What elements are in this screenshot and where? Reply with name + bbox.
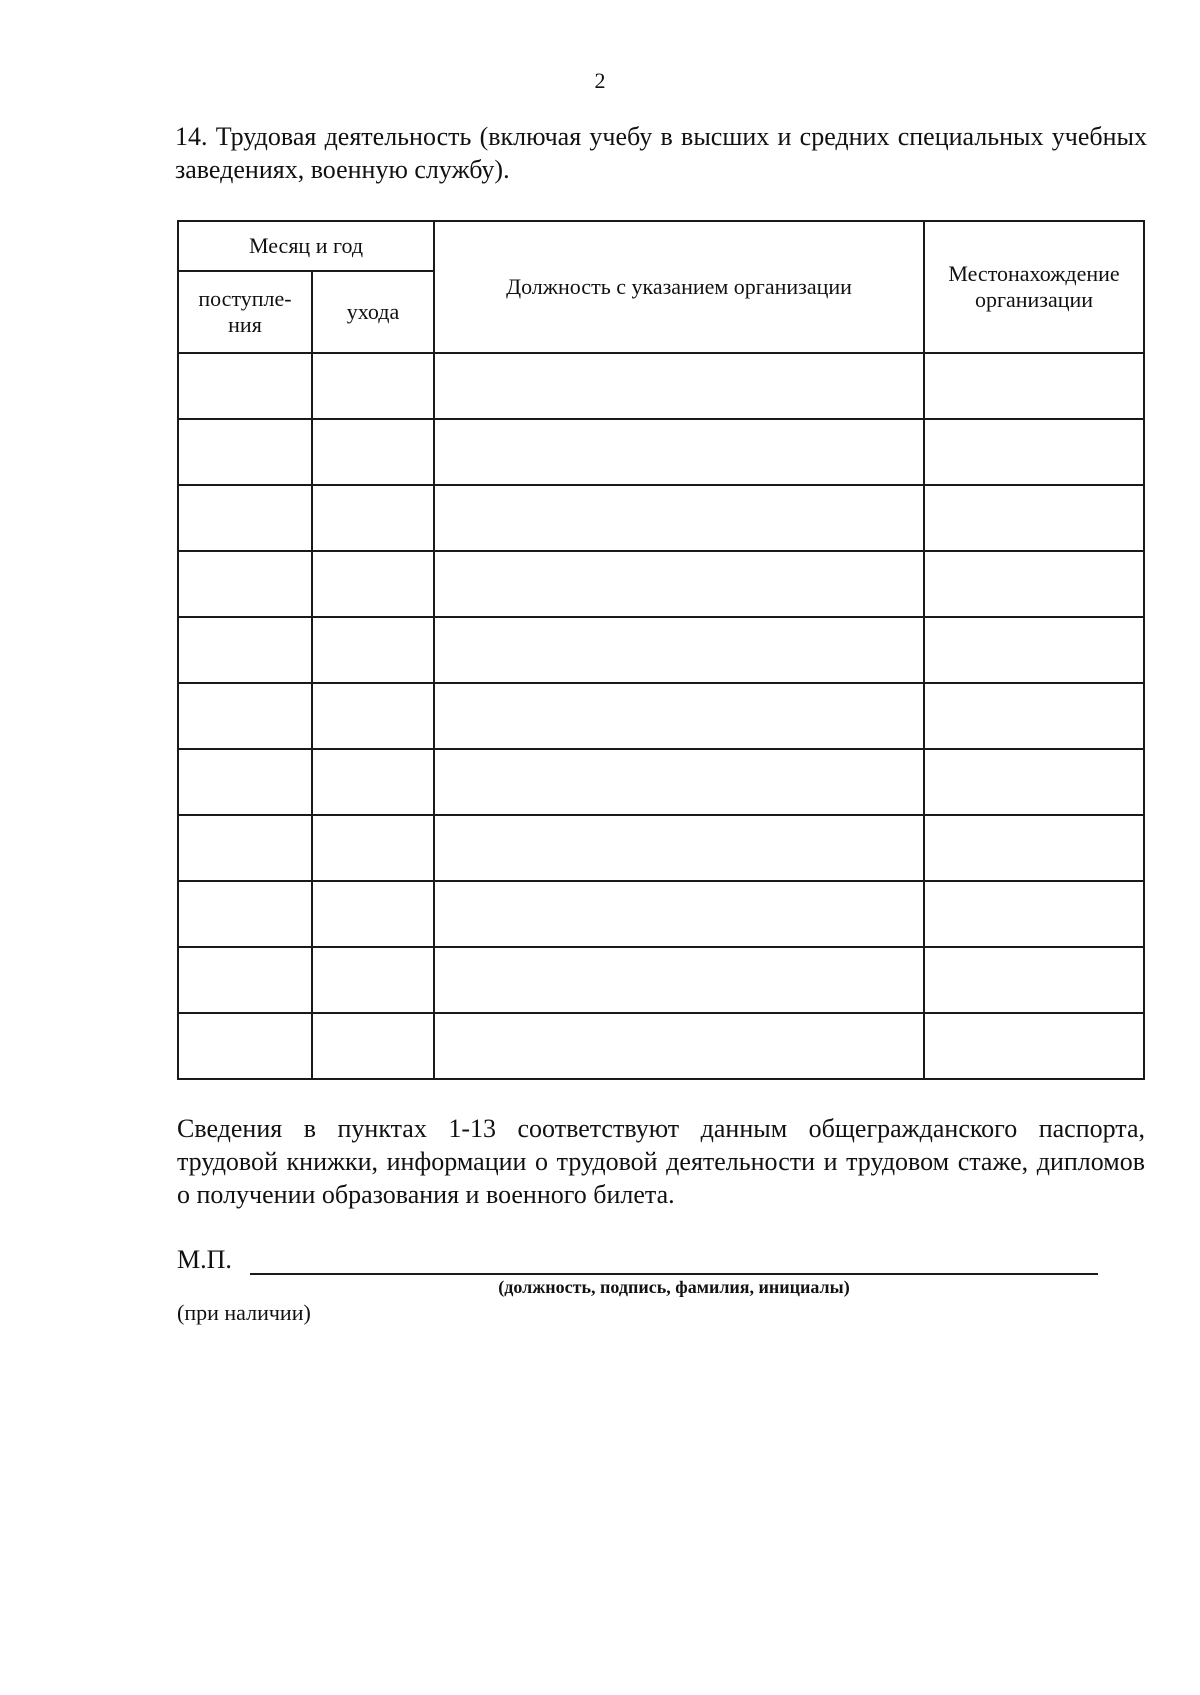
cell-location[interactable] xyxy=(924,353,1144,419)
header-month-year: Месяц и год xyxy=(178,221,434,271)
header-location: Местонахождение организации xyxy=(924,221,1144,353)
cell-start[interactable] xyxy=(178,617,312,683)
header-end: ухода xyxy=(312,271,434,353)
cell-start[interactable] xyxy=(178,1013,312,1079)
cell-end[interactable] xyxy=(312,683,434,749)
cell-position[interactable] xyxy=(434,947,924,1013)
cell-end[interactable] xyxy=(312,749,434,815)
cell-end[interactable] xyxy=(312,353,434,419)
cell-position[interactable] xyxy=(434,815,924,881)
table-row xyxy=(178,485,1144,551)
cell-location[interactable] xyxy=(924,749,1144,815)
cell-position[interactable] xyxy=(434,551,924,617)
table-row xyxy=(178,881,1144,947)
cell-start[interactable] xyxy=(178,815,312,881)
cell-position[interactable] xyxy=(434,683,924,749)
cell-end[interactable] xyxy=(312,947,434,1013)
cell-location[interactable] xyxy=(924,683,1144,749)
cell-start[interactable] xyxy=(178,419,312,485)
table-row xyxy=(178,683,1144,749)
stamp-label: М.П. xyxy=(177,1245,232,1274)
cell-location[interactable] xyxy=(924,485,1144,551)
cell-start[interactable] xyxy=(178,353,312,419)
cell-start[interactable] xyxy=(178,683,312,749)
work-history-table xyxy=(177,220,1145,1080)
cell-start[interactable] xyxy=(178,947,312,1013)
cell-position[interactable] xyxy=(434,353,924,419)
cell-location[interactable] xyxy=(924,1013,1144,1079)
table-row xyxy=(178,551,1144,617)
cell-location[interactable] xyxy=(924,617,1144,683)
cell-location[interactable] xyxy=(924,551,1144,617)
cell-position[interactable] xyxy=(434,419,924,485)
cell-location[interactable] xyxy=(924,881,1144,947)
cell-location[interactable] xyxy=(924,947,1144,1013)
header-position: Должность с указанием организации xyxy=(434,221,924,353)
cell-start[interactable] xyxy=(178,881,312,947)
cell-position[interactable] xyxy=(434,1013,924,1079)
cell-location[interactable] xyxy=(924,419,1144,485)
table-row xyxy=(178,419,1144,485)
cell-end[interactable] xyxy=(312,551,434,617)
signature-caption: (должность, подпись, фамилия, инициалы) xyxy=(498,1277,850,1297)
cell-end[interactable] xyxy=(312,881,434,947)
table-row xyxy=(178,947,1144,1013)
stamp-note: (при наличии) xyxy=(177,1300,311,1325)
cell-end[interactable] xyxy=(312,1013,434,1079)
table-body xyxy=(178,353,1144,1079)
cell-start[interactable] xyxy=(178,485,312,551)
cell-start[interactable] xyxy=(178,551,312,617)
section-heading: 14. Трудовая деятельность (включая учебу в высших и средних специальных учебных заведениях, военную службу). xyxy=(175,122,1147,184)
table-row xyxy=(178,1013,1144,1079)
table-row xyxy=(178,749,1144,815)
cell-end[interactable] xyxy=(312,485,434,551)
cell-start[interactable] xyxy=(178,749,312,815)
cell-position[interactable] xyxy=(434,881,924,947)
header-start: поступле- ния xyxy=(178,271,312,353)
cell-end[interactable] xyxy=(312,617,434,683)
cell-position[interactable] xyxy=(434,749,924,815)
table-row xyxy=(178,815,1144,881)
table-row xyxy=(178,353,1144,419)
cell-end[interactable] xyxy=(312,815,434,881)
cell-location[interactable] xyxy=(924,815,1144,881)
cell-end[interactable] xyxy=(312,419,434,485)
cell-position[interactable] xyxy=(434,485,924,551)
signature-line[interactable] xyxy=(250,1273,1098,1275)
table-row xyxy=(178,617,1144,683)
cell-position[interactable] xyxy=(434,617,924,683)
page-number: 2 xyxy=(594,68,606,93)
statement-paragraph: Сведения в пунктах 1-13 соответствуют данным общегражданского паспорта, трудовой книжки, информации о трудовой деятельности и трудовом стаже, дипломов о получении образования и военного билета. xyxy=(177,1114,1145,1209)
